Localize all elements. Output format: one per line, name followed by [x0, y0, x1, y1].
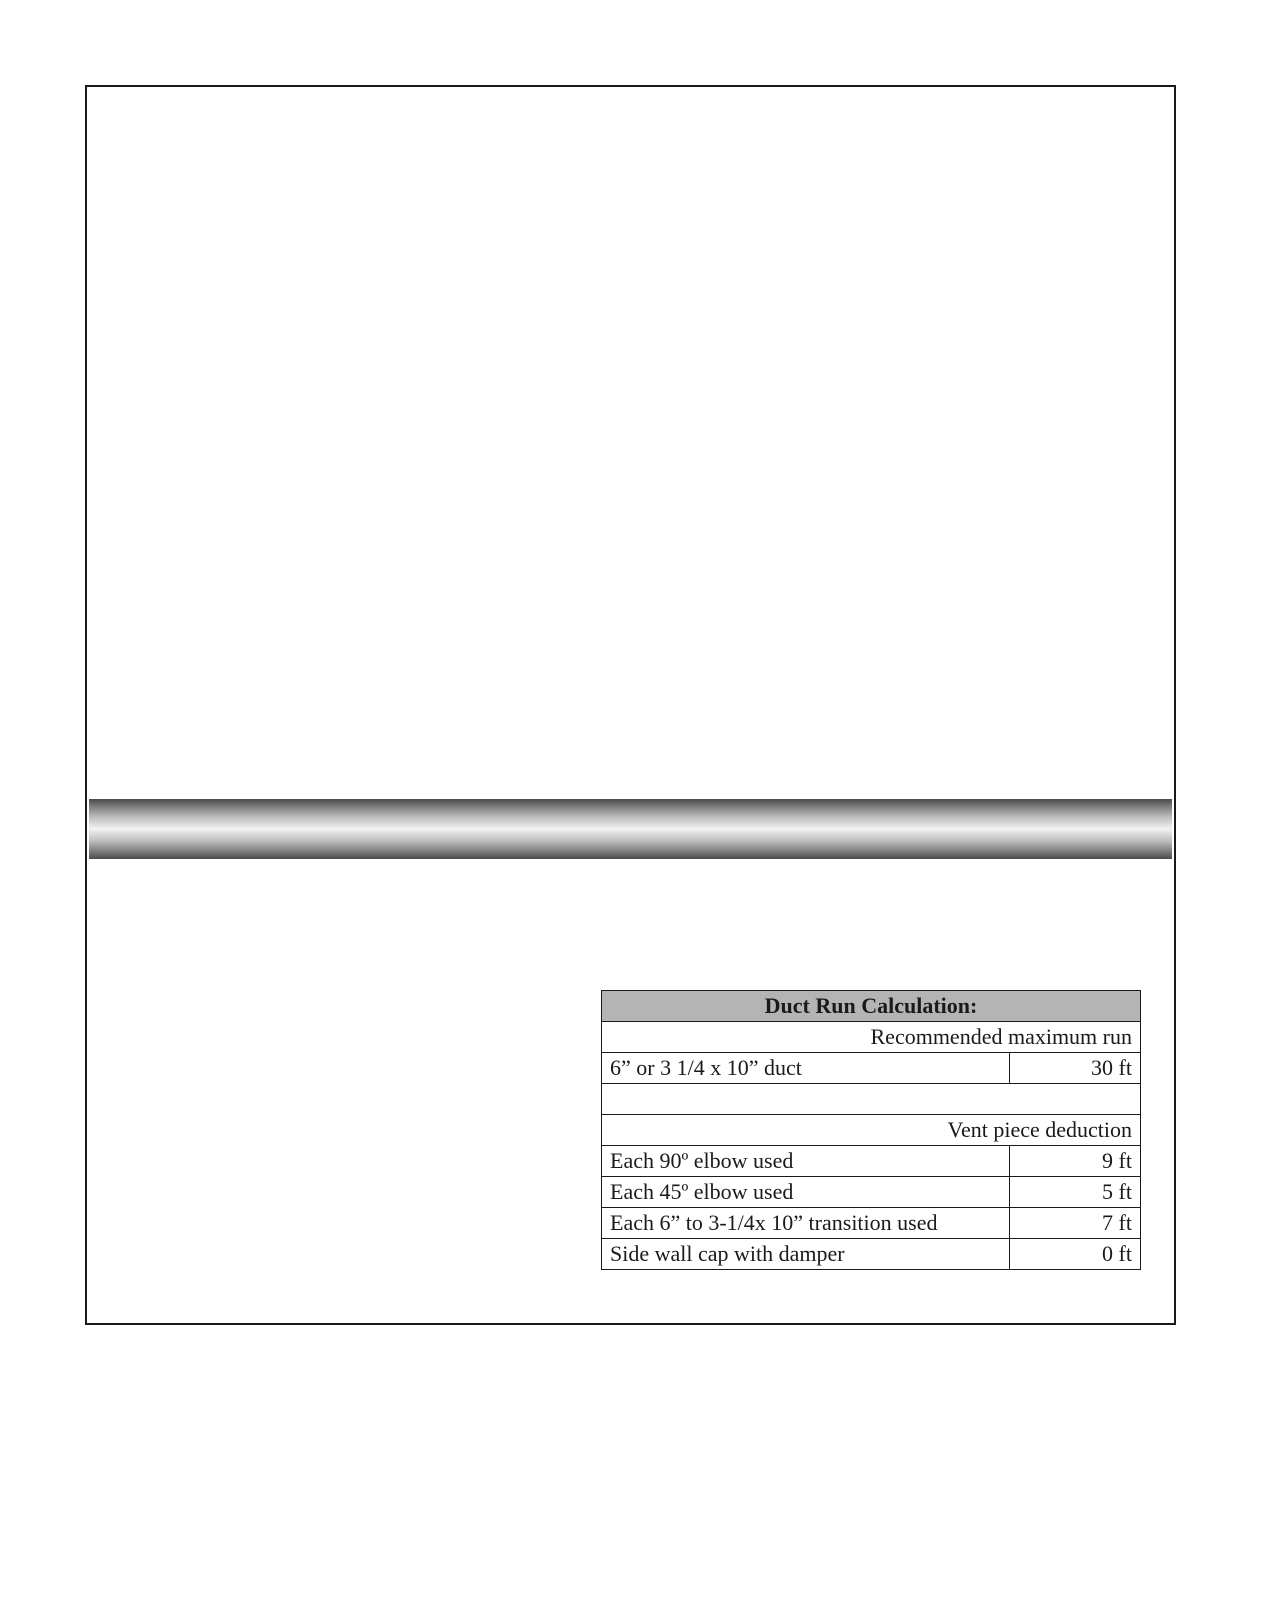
table-header-row	[602, 991, 1141, 1022]
table-row	[602, 1022, 1141, 1053]
deduction-label: Side wall cap with damper	[602, 1239, 1010, 1270]
table-row	[602, 1177, 1141, 1208]
max-run-heading: Recommended maximum run	[602, 1022, 1141, 1053]
deduction-value: 5 ft	[1009, 1177, 1140, 1208]
blank-row	[602, 1084, 1141, 1115]
section-divider-bar	[89, 799, 1172, 859]
table-row	[602, 1208, 1141, 1239]
table-title: Duct Run Calculation:	[602, 991, 1141, 1022]
duct-type-label: 6” or 3 1/4 x 10” duct	[602, 1053, 1010, 1084]
table-row	[602, 1115, 1141, 1146]
deduction-value: 9 ft	[1009, 1146, 1140, 1177]
table-row	[602, 1146, 1141, 1177]
table-row	[602, 1053, 1141, 1084]
deduction-value: 7 ft	[1009, 1208, 1140, 1239]
deduction-label: Each 6” to 3-1/4x 10” transition used	[602, 1208, 1010, 1239]
table-row	[602, 1239, 1141, 1270]
duct-max-run-value: 30 ft	[1009, 1053, 1140, 1084]
deduction-label: Each 90º elbow used	[602, 1146, 1010, 1177]
page-frame	[85, 85, 1176, 1325]
deduction-heading: Vent piece deduction	[602, 1115, 1141, 1146]
table-row	[602, 1084, 1141, 1115]
duct-run-calculation-table	[601, 990, 1141, 1270]
deduction-value: 0 ft	[1009, 1239, 1140, 1270]
deduction-label: Each 45º elbow used	[602, 1177, 1010, 1208]
